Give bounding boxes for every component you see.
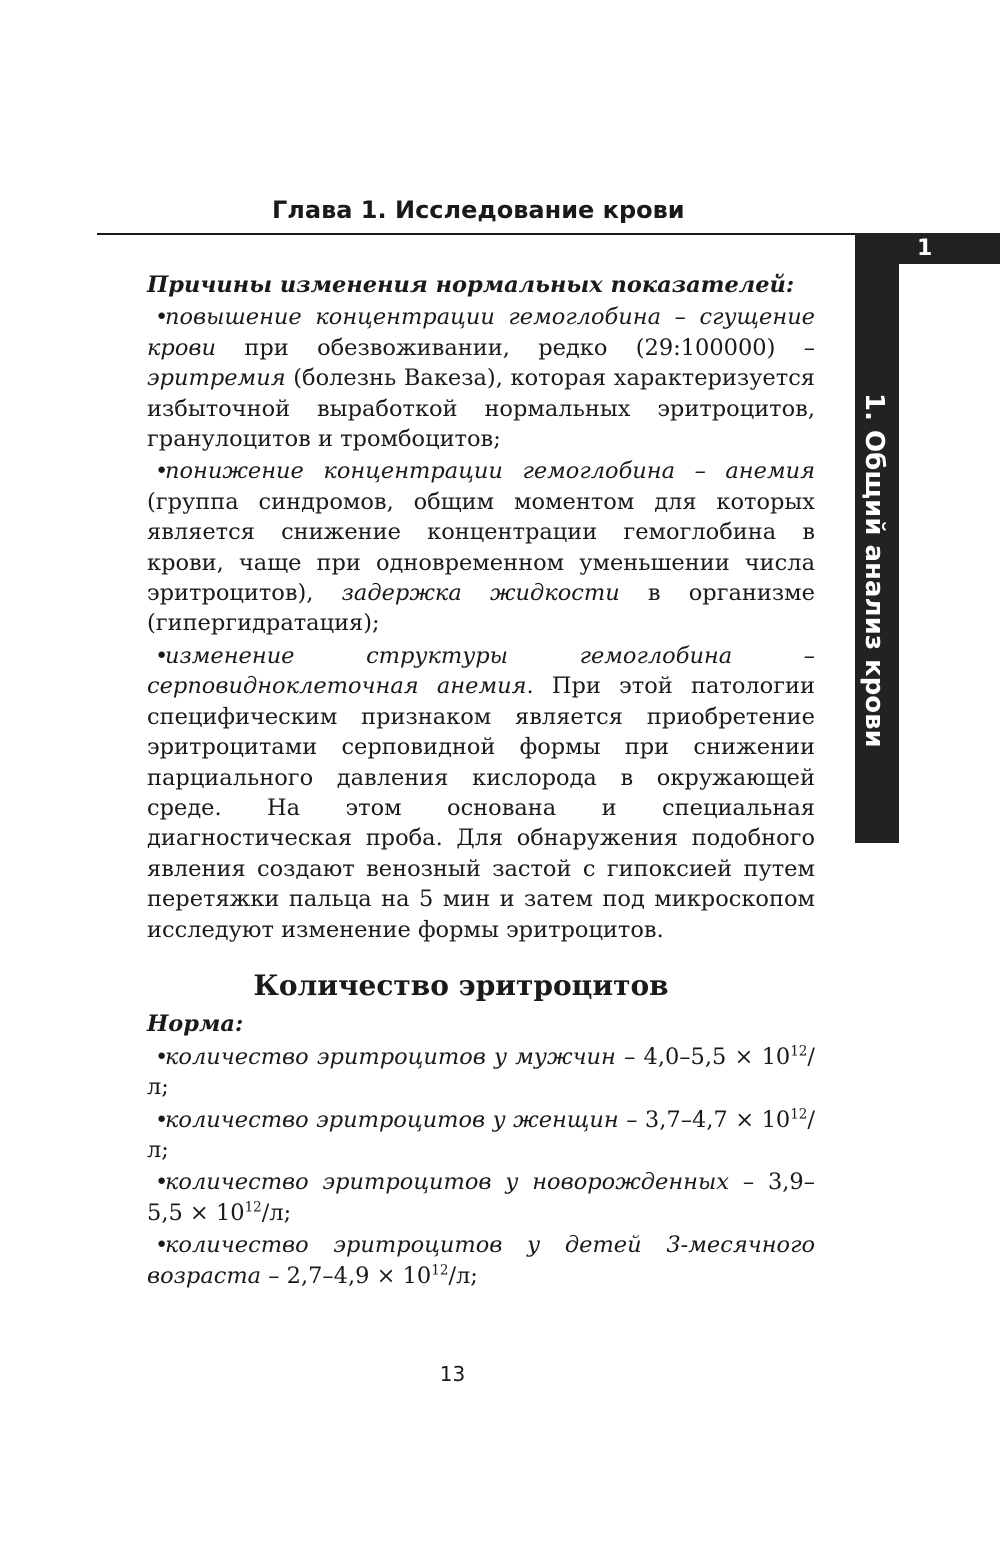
section-title: Количество эритроцитов	[253, 968, 669, 1002]
norm-exponent: 12	[244, 1199, 262, 1216]
norm-item	[147, 1167, 815, 1228]
item-text: . При этой патологии специфическим признаком является приобретение эритроцитами серповидной формы при снижении парциального давления кислорода в окружающей среде. На этом основана и специальная диагностическая проба. Для обнаружения подобного явления создают венозный застой с гипоксией путем перетяжки пальца на 5 мин и затем под микроскопом исследуют изменение формы эритроцитов.	[147, 673, 816, 943]
page-number: 13	[439, 1362, 466, 1386]
norm-exponent: 12	[431, 1262, 449, 1279]
norm-unit: /л;	[261, 1199, 292, 1226]
section-side-tab-label: 1. Общий анализ крови	[859, 393, 889, 748]
section-side-tab	[855, 233, 899, 843]
item-term: изменение структуры гемоглобина – серповидноклеточная анемия	[147, 642, 815, 700]
list-item	[147, 456, 815, 638]
norm-unit: /л;	[147, 1043, 815, 1101]
norm-item	[147, 1042, 815, 1103]
norm-value: – 3,9–5,5 × 10	[147, 1169, 815, 1226]
chapter-tab-number: 1	[899, 233, 1000, 264]
item-text: (болезнь Вакеза), которая характеризуется избыточной выработкой нормальных эритроцитов, гранулоцитов и тромбоцитов;	[147, 365, 815, 453]
norm-label: количество эритроцитов у новорожденных	[165, 1169, 730, 1196]
norm-unit: /л;	[147, 1106, 815, 1163]
item-text: при обезвоживании, редко (29:100000) –	[215, 334, 815, 361]
norm-label: количество эритроцитов у мужчин	[165, 1043, 616, 1070]
norm-exponent: 12	[790, 1043, 808, 1060]
item-text: (группа синдромов, общим моментом для которых является снижение концентрации гемоглобина в крови, чаще при одновременном уменьшении числа эритроцитов),	[147, 488, 815, 607]
item-term: понижение концентрации гемоглобина – анемия	[165, 458, 815, 485]
page-body	[147, 270, 815, 1291]
list-item	[147, 302, 815, 454]
item-term: повышение концентрации гемоглобина – сгущение крови	[147, 304, 815, 361]
norm-item	[147, 1230, 815, 1291]
causes-heading: Причины изменения нормальных показателей:	[147, 272, 795, 298]
header-rule	[97, 233, 855, 235]
norm-label: количество эритроцитов у женщин	[165, 1106, 619, 1133]
running-head: Глава 1. Исследование крови	[272, 196, 685, 224]
norm-value: – 2,7–4,9 × 10	[261, 1262, 432, 1289]
item-term: задержка жидкости	[341, 580, 620, 607]
norm-value: – 4,0–5,5 × 10	[615, 1043, 791, 1070]
norm-unit: /л;	[448, 1262, 478, 1289]
list-item	[147, 641, 815, 945]
norm-heading: Норма:	[147, 1011, 244, 1038]
item-term: эритремия	[147, 365, 286, 392]
norm-label: количество эритроцитов у детей 3-месячного возраста	[147, 1232, 815, 1289]
norm-exponent: 12	[790, 1106, 808, 1123]
item-text: в организме (гипергидратация);	[147, 580, 815, 637]
norm-value: – 3,7–4,7 × 10	[618, 1106, 791, 1133]
norm-item	[147, 1105, 815, 1166]
